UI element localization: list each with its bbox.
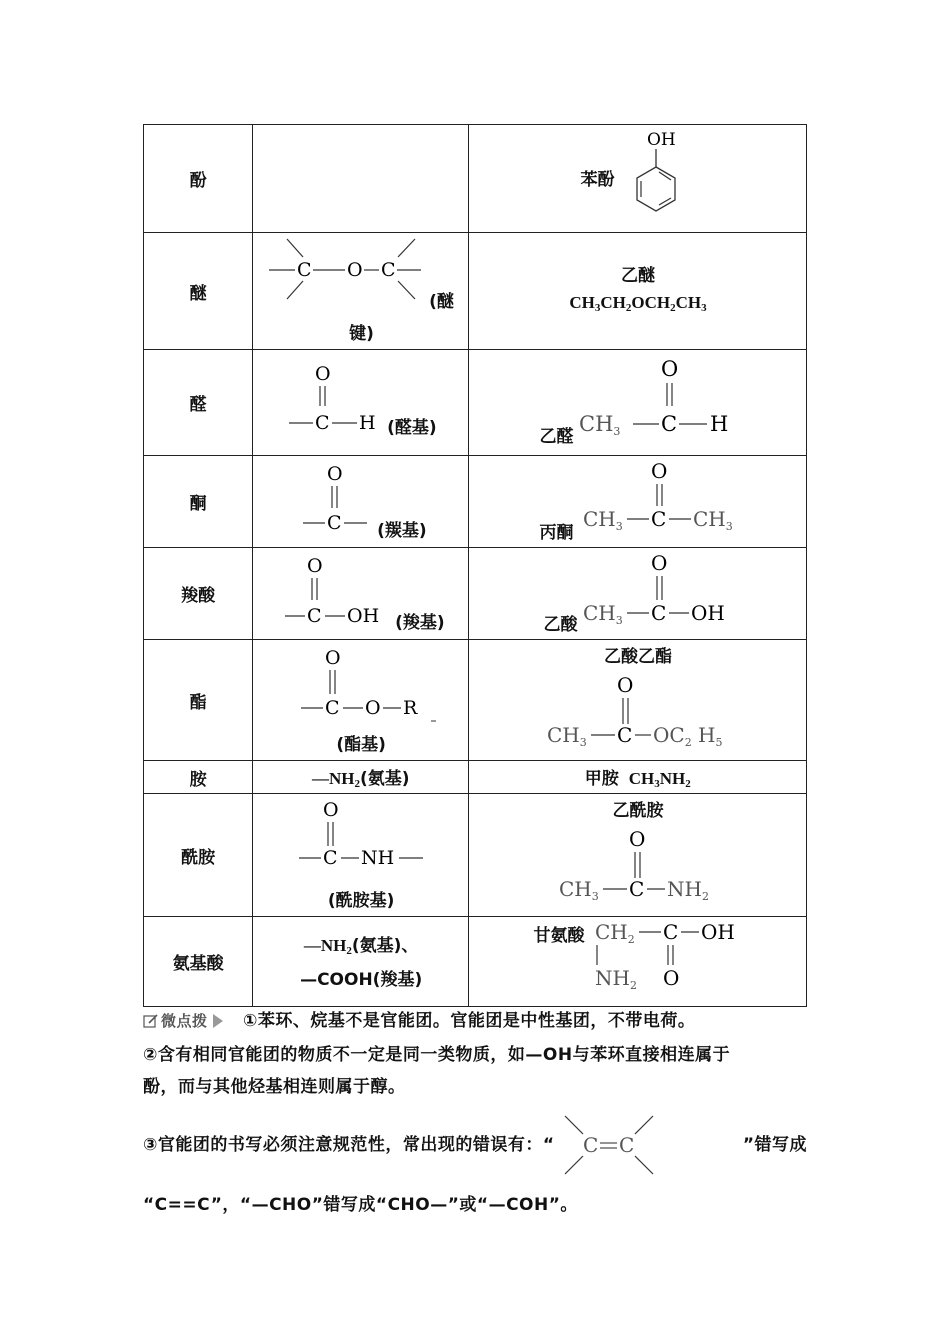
group-cell: O C H (醛基) — [253, 350, 469, 456]
class-name-cell: 酚 — [144, 125, 253, 233]
svg-text:CH3: $CH_3$ — [583, 601, 624, 627]
acetic-acid-structure — [581, 548, 751, 636]
example-cell — [469, 125, 807, 233]
svg-text:C: C — [663, 920, 679, 944]
group-cell: $—NH_2$(氨基)、 —COOH(羧基) — [253, 917, 469, 1007]
class-name-cell: 胺 — [144, 761, 253, 794]
example-cell: 甘氨酸 $CH_2$ C OH $NH_2$ O — [469, 917, 807, 1007]
svg-text:R: R — [403, 697, 418, 719]
svg-text:O: O — [663, 966, 680, 990]
svg-text:C: C — [629, 877, 645, 901]
svg-text:O: O — [651, 459, 668, 483]
svg-text:C: C — [323, 847, 338, 869]
svg-text:O: O — [651, 551, 668, 575]
svg-text:CH3: $CH_3$ — [583, 507, 624, 533]
svg-text:CH3: $CH_3$ — [559, 877, 600, 903]
class-name-cell: 酮 — [144, 456, 253, 548]
svg-text:O: O — [347, 259, 363, 281]
svg-text:C: C — [315, 412, 330, 434]
amino-group-line: $—NH_2$(氨基)、 — [303, 936, 419, 957]
group-cell: O C OH (羧基) — [253, 548, 469, 640]
example-cell: 丙酮 O $CH_3$ C $CH_3$ — [469, 456, 807, 548]
svg-text:O: O — [327, 463, 343, 485]
ester-group-structure — [297, 644, 447, 724]
table-row — [144, 548, 807, 640]
group-cell: O C O R (酯基) — [253, 640, 469, 761]
class-name-cell: 氨基酸 — [144, 917, 253, 1007]
svg-text:C: C — [297, 259, 312, 281]
svg-text:CH3: CH3 — [579, 412, 621, 438]
class-name-cell: 醛 — [144, 350, 253, 456]
table-row — [144, 917, 807, 1007]
alkene-structure — [561, 1112, 657, 1178]
acetaldehyde-structure — [577, 350, 747, 445]
ethyl-acetate-structure — [545, 670, 745, 758]
example-name: 苯酚 — [580, 170, 615, 190]
svg-text:O: O — [629, 827, 646, 851]
class-name-cell: 酯 — [144, 640, 253, 761]
svg-text:O: O — [307, 555, 323, 577]
svg-text:O: O — [323, 799, 339, 821]
svg-text:O: O — [617, 673, 634, 697]
svg-text:C: C — [651, 601, 667, 625]
example-cell: 乙酰胺 O $CH_3$ C $NH_2$ — [469, 794, 807, 917]
example-cell: 乙酸乙酯 O $CH_3$ C $OC_2$ $H_5$ — [469, 640, 807, 761]
svg-text:C: C — [381, 259, 396, 281]
acetone-structure — [581, 456, 751, 544]
example-cell: 甲胺 $CH_3NH_2$ — [469, 761, 807, 794]
table-row — [144, 640, 807, 761]
group-cell — [253, 125, 469, 233]
tip-badge: 微点拨 — [143, 1004, 223, 1038]
table-row — [144, 233, 807, 350]
note-3-line-2: “C==C”，“—CHO”错写成“CHO—”或“—COH”。 — [143, 1195, 578, 1215]
note-2-line-1: ②含有相同官能团的物质不一定是同一类物质，如—OH与苯环直接相连属于 — [143, 1045, 731, 1065]
group-cell: O C (羰基) — [253, 456, 469, 548]
note-2-line-2: 酚，而与其他烃基相连则属于醇。 — [143, 1077, 406, 1097]
svg-text:C: C — [619, 1133, 635, 1157]
svg-text:O: O — [315, 363, 331, 385]
group-cell: C O C (醚 键) — [253, 233, 469, 350]
table-row — [144, 794, 807, 917]
svg-text:OC2 H5: $OC_2$ $H_5$ — [653, 723, 723, 749]
functional-group-table — [143, 124, 807, 1007]
note-3-line-1: ③官能团的书写必须注意规范性，常出现的错误有：“ C C ”错写成 — [143, 1128, 807, 1162]
aldehyde-group-structure — [287, 358, 397, 438]
table-row — [144, 125, 807, 233]
svg-text:CH3: $CH_3$ — [547, 723, 588, 749]
class-name-cell: 醚 — [144, 233, 253, 350]
table-row — [144, 761, 807, 794]
note-1: 微点拨 ①苯环、烷基不是官能团。官能团是中性基团，不带电荷。 — [143, 1004, 807, 1038]
amide-group-structure — [295, 796, 445, 876]
acetamide-structure — [557, 826, 757, 914]
svg-text:CH2: $CH_2$ — [595, 920, 636, 946]
example-cell: 乙醛 O CH3 C H — [469, 350, 807, 456]
svg-text:H: H — [359, 412, 376, 434]
ether-formula: $CH_3CH_2OCH_2CH_3$ — [569, 293, 707, 314]
phenol-structure — [619, 125, 709, 225]
svg-text:C: C — [583, 1133, 599, 1157]
svg-text:O: O — [325, 647, 341, 669]
ether-bond-structure — [265, 235, 425, 305]
group-cell: O C NH (酰胺基) — [253, 794, 469, 917]
svg-text:NH: NH — [361, 847, 395, 869]
svg-text:C: C — [661, 412, 678, 436]
carbonyl-group-structure — [301, 460, 381, 540]
svg-text:C: C — [651, 507, 667, 531]
table-row — [144, 456, 807, 548]
example-cell: 乙酸 O $CH_3$ C OH — [469, 548, 807, 640]
arrow-right-icon — [213, 1014, 223, 1028]
table-row — [144, 350, 807, 456]
svg-text:OH: OH — [691, 601, 726, 625]
carboxyl-group-structure — [283, 552, 398, 632]
group-cell: $—NH_2$(氨基) — [253, 761, 469, 794]
svg-text:H: H — [710, 412, 729, 436]
svg-text:NH2: $NH_2$ — [595, 966, 638, 992]
example-cell: 乙醚 $CH_3CH_2OCH_2CH_3$ — [469, 233, 807, 350]
svg-text:C: C — [617, 723, 633, 747]
svg-text:C: C — [327, 512, 342, 534]
svg-text:O: O — [661, 357, 679, 381]
svg-text:CH3: $CH_3$ — [693, 507, 734, 533]
class-name-cell: 酰胺 — [144, 794, 253, 917]
svg-text:NH2: $NH_2$ — [667, 877, 710, 903]
hydroxyl-label: OH — [647, 130, 677, 150]
svg-text:OH: OH — [701, 920, 736, 944]
svg-text:C: C — [307, 605, 322, 627]
class-name-cell: 羧酸 — [144, 548, 253, 640]
pencil-icon — [143, 1013, 159, 1029]
svg-text:O: O — [365, 697, 381, 719]
glycine-structure — [591, 917, 781, 1005]
svg-text:C: C — [325, 697, 340, 719]
svg-text:OH: OH — [347, 605, 380, 627]
